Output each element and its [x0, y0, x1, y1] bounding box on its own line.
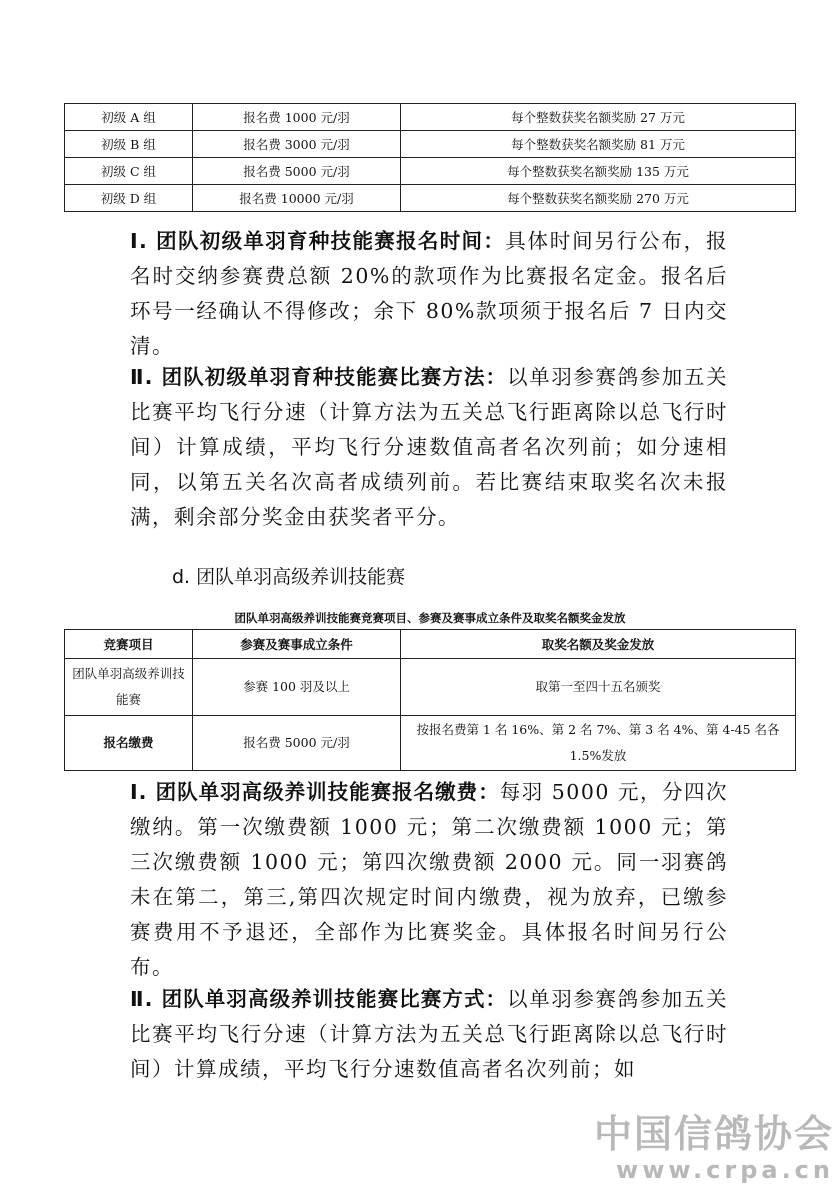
prize-cell: 每个整数获奖名额奖励 270 万元: [401, 185, 796, 212]
advanced-fee-paragraph: [130, 775, 728, 985]
fee-cell: 报名费 10000 元/羽: [193, 185, 401, 212]
table-row: [65, 659, 796, 716]
prize-cell: 取第一至四十五名颁奖: [401, 659, 796, 716]
prize-table-advanced: [64, 629, 796, 771]
prize-cell: 每个整数获奖名额奖励 135 万元: [401, 158, 796, 185]
table-row: [65, 104, 796, 131]
paragraph-heading: Ⅱ. 团队单羽高级养训技能赛比赛方式：: [130, 987, 508, 1011]
table-row: [65, 716, 796, 771]
table-row: [65, 185, 796, 212]
watermark-url: www.crpa.cn: [616, 1156, 834, 1184]
table-caption: 团队单羽高级养训技能赛竞赛项目、参赛及赛事成立条件及取奖名额奖金发放: [234, 611, 626, 625]
fee-cell: 报名费 5000 元/羽: [193, 158, 401, 185]
prize-cell: 每个整数获奖名额奖励 27 万元: [401, 104, 796, 131]
condition-cell: 参赛 100 羽及以上: [193, 659, 401, 716]
advanced-method-paragraph: [130, 982, 728, 1087]
column-header: 参赛及赛事成立条件: [193, 630, 401, 659]
table-row: [65, 131, 796, 158]
column-header: 竞赛项目: [65, 630, 193, 659]
table-header-row: [65, 630, 796, 659]
junior-method-paragraph: [130, 360, 728, 535]
paragraph-heading: Ⅰ. 团队单羽高级养训技能赛报名缴费：: [130, 780, 500, 804]
watermark: [594, 1112, 834, 1184]
condition-cell: 报名费 5000 元/羽: [193, 716, 401, 771]
junior-registration-paragraph: [130, 224, 728, 364]
paragraph-text: 具体时间另行公布，报名时交纳参赛费总额 20%的款项作为比赛报名定金。报名后环号一经确认不得修改；余下 80%款项须于报名后 7 日内交清。: [130, 229, 728, 358]
group-cell: 初级 D 组: [65, 185, 193, 212]
item-cell: 团队单羽高级养训技能赛: [65, 659, 193, 716]
paragraph-text: 以单羽参赛鸽参加五关比赛平均飞行分速（计算方法为五关总飞行距离除以总飞行时间）计算成绩，平均飞行分速数值高者名次列前；如: [130, 987, 728, 1081]
group-cell: 初级 A 组: [65, 104, 193, 131]
paragraph-heading: Ⅱ. 团队初级单羽育种技能赛比赛方法：: [130, 365, 508, 389]
column-header: 取奖名额及奖金发放: [401, 630, 796, 659]
group-cell: 初级 B 组: [65, 131, 193, 158]
prize-table-junior: [64, 103, 796, 212]
table-row: [65, 158, 796, 185]
paragraph-text: 以单羽参赛鸽参加五关比赛平均飞行分速（计算方法为五关总飞行距离除以总飞行时间）计算成绩，平均飞行分速数值高者名次列前；如分速相同，以第五关名次高者成绩列前。若比赛结束取奖名次未报满，剩余部分奖金由获奖者平分。: [130, 365, 728, 529]
watermark-name: 中国信鸽协会: [593, 1112, 834, 1156]
prize-cell: 按报名费第 1 名 16%、第 2 名 7%、第 3 名 4%、第 4-45 名各 1.5%发放: [401, 716, 796, 771]
fee-cell: 报名费 3000 元/羽: [193, 131, 401, 158]
group-cell: 初级 C 组: [65, 158, 193, 185]
paragraph-heading: Ⅰ. 团队初级单羽育种技能赛报名时间：: [130, 229, 506, 253]
paragraph-text: 每羽 5000 元，分四次缴纳。第一次缴费额 1000 元；第二次缴费额 1000 元；第三次缴费额 1000 元；第四次缴费额 2000 元。同一羽赛鸽未在第二，第三,第四次规定时间内缴费，视为放弃，已缴参赛费用不予退还，全部作为比赛奖金。具体报名时间另行公布。: [130, 780, 728, 979]
item-cell: 报名缴费: [65, 716, 193, 771]
section-heading: d. 团队单羽高级养训技能赛: [172, 566, 406, 588]
fee-cell: 报名费 1000 元/羽: [193, 104, 401, 131]
prize-cell: 每个整数获奖名额奖励 81 万元: [401, 131, 796, 158]
